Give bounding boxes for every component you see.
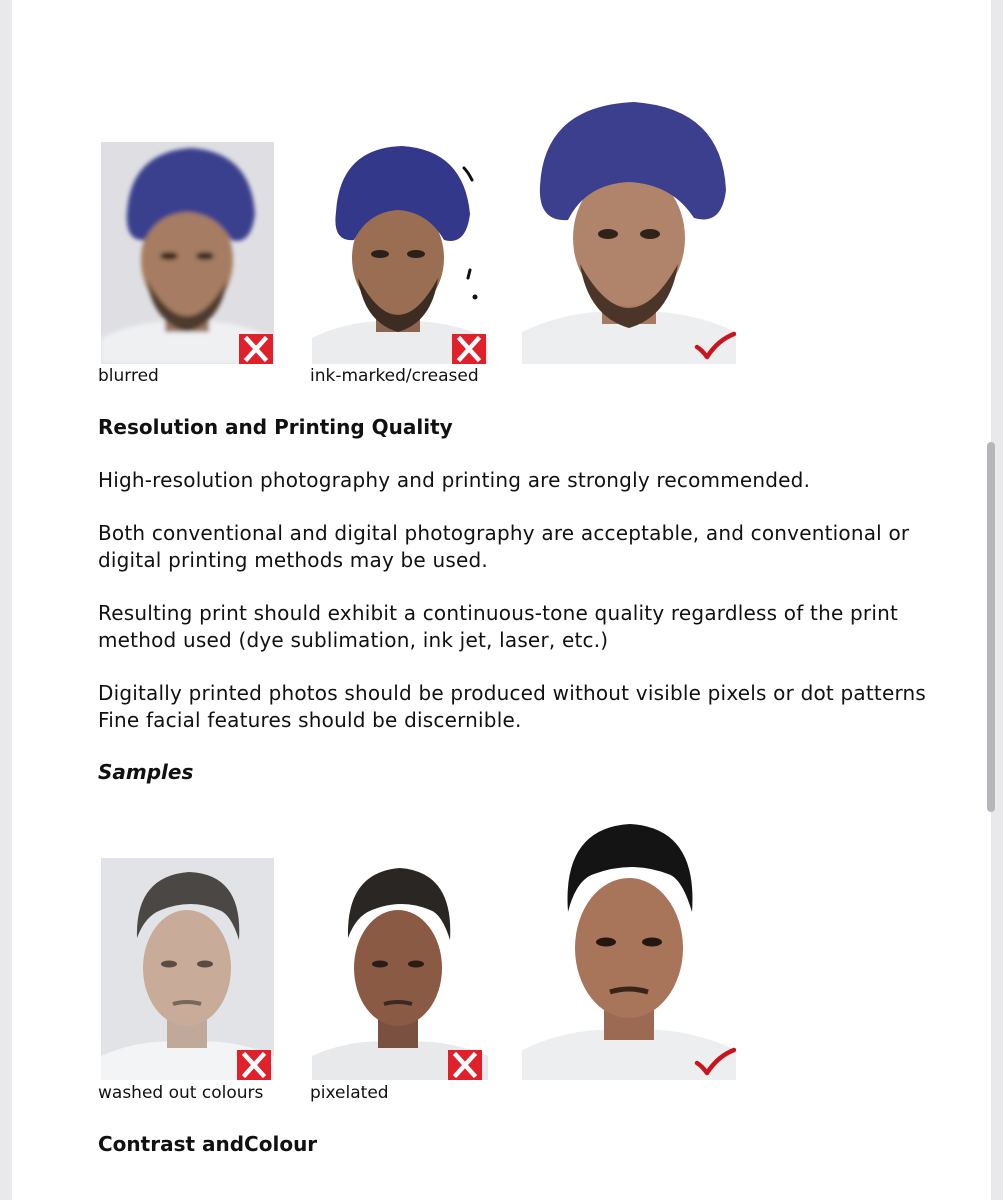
caption-blurred: blurred: [98, 366, 159, 386]
samples-title: Samples: [98, 760, 194, 784]
pixelated-photo: [312, 858, 488, 1080]
reject-x-icon: [237, 1050, 271, 1080]
section-title-resolution: Resolution and Printing Quality: [98, 415, 453, 439]
reject-x-icon: [452, 334, 486, 364]
vertical-scrollbar[interactable]: [987, 442, 995, 812]
correct-colour-photo: [522, 812, 736, 1080]
paragraph-continuous-tone: Resulting print should exhibit a continuous-tone quality regardless of the print method used (dye sublimation, ink jet, laser, etc.): [98, 601, 899, 652]
accept-check-icon: [694, 1046, 736, 1076]
reject-x-icon: [239, 334, 273, 364]
washed-out-photo: [101, 858, 274, 1080]
caption-ink-marked: ink-marked/creased: [310, 366, 479, 386]
blurred-turban-photo: [101, 142, 274, 364]
accept-check-icon: [694, 330, 736, 360]
ink-marked-turban-photo: [312, 140, 488, 364]
paragraph-digital-print: Digitally printed photos should be produced without visible pixels or dot patterns Fine facial features should be discernible.: [98, 681, 927, 732]
correct-turban-photo: [522, 98, 736, 364]
caption-pixelated: pixelated: [310, 1083, 389, 1103]
paragraph-high-resolution: High-resolution photography and printing are strongly recommended.: [98, 468, 811, 492]
reject-x-icon: [448, 1050, 482, 1080]
caption-washed-out: washed out colours: [98, 1083, 264, 1103]
paragraph-photography-types: Both conventional and digital photography are acceptable, and conventional or digital printing methods may be used.: [98, 521, 910, 572]
section-title-contrast: Contrast and​Colour: [98, 1132, 318, 1156]
